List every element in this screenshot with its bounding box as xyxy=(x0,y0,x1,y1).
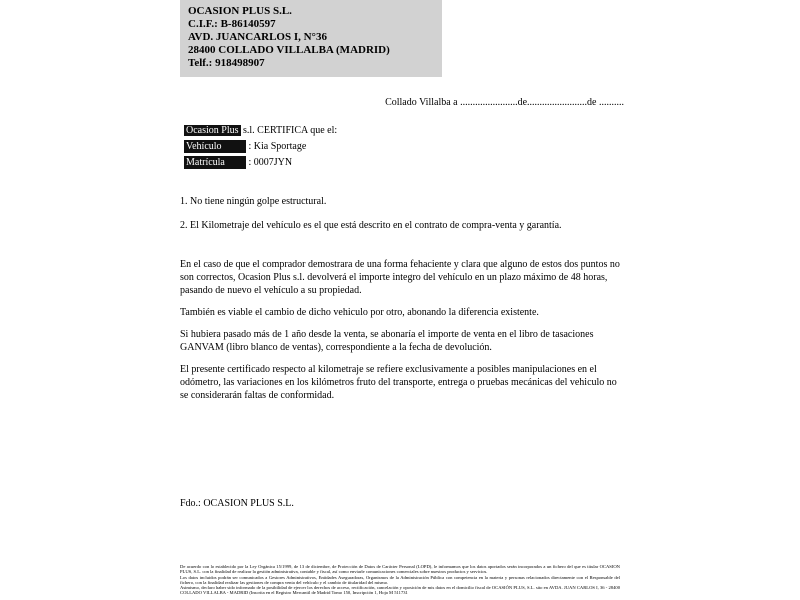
legal-paragraph-lopd: De acuerdo con lo establecido por la Ley Orgánica 15/1999, de 13 de diciembre, de Protección de Datos de Carácter Personal (LOPD), le informamos que los datos aportados serán incorporados a un fichero del que es titular OCASION PLUS, S.L. con la finalidad de realizar la gestión administrativa, contable y fiscal, así como enviarle comunicaciones comerciales sobre nuestros productos y servicios. xyxy=(180,564,620,575)
vehicle-line xyxy=(180,140,626,153)
legal-paragraph-rights: Asimismo, declaro haber sido informado de la posibilidad de ejercer los derechos de acceso, rectificación, cancelación y oposición de mis datos en el domicilio fiscal de OCASIÓN PLUS, S.L. sito en AVDA. JUAN CARLOS I, 36 - 28400 COLLADO VILLALBA - MADRID (Inscrita en el Registro Mercantil de Madrid Tomo 150, Inscripción 1, Hoja M 511731 xyxy=(180,585,620,596)
certificate-document xyxy=(180,0,626,509)
certificate-points xyxy=(180,195,626,232)
certificate-conditions xyxy=(180,258,626,402)
paragraph-ganvam: Si hubiera pasado más de 1 año desde la venta, se abonaría el importe de venta en el libro de tasaciones GANVAM (libro blanco de ventas), correspondiente a la fecha de devolución. xyxy=(180,329,594,353)
plate-line xyxy=(180,156,626,169)
paragraph-odometer: El presente certificado respecto al kilometraje se refiere exclusivamente a posibles manipulaciones en el odómetro, las variaciones en los kilómetros fruto del transporte, entrega o pruebas mecánicas del vehiculo no se considerarán faltas de conformidad. xyxy=(180,364,617,401)
paragraph-exchange: También es viable el cambio de dicho vehiculo por otro, abonando la diferencia existente. xyxy=(180,307,539,318)
plate-label: Matrícula xyxy=(184,156,246,169)
company-letterhead xyxy=(180,0,442,77)
certify-text: s.l. CERTIFICA que el: xyxy=(240,125,338,136)
company-cif: C.I.F.: B-86140597 xyxy=(188,18,276,30)
legal-paragraph-data-sharing: Los datos incluidos podrán ser comunicados a Gestores Administrativos, Entidades Aseguradoras, Organismos de la Administración Pública con competencia en la materia y personas relacionados directamente con el Responsable del fichero, con la finalidad realizar las gestiones de compra venta del vehículo y el cambio de titularidad del mismo. xyxy=(180,574,620,585)
company-city: 28400 COLLADO VILLALBA (MADRID) xyxy=(188,44,390,56)
certify-company-highlight: Ocasion Plus xyxy=(186,125,239,136)
plate-value: : 0007JYN xyxy=(248,157,293,168)
point-item-1: 1. No tiene ningún golpe estructural. xyxy=(180,196,327,207)
vehicle-label: Vehículo xyxy=(184,140,246,153)
point-item-2: 2. El Kilometraje del vehículo es el que está descrito en el contrato de compra-venta y garantía. xyxy=(180,220,562,231)
date-line: Collado Villalba a .......................de........................de .......... xyxy=(385,97,624,108)
company-address: AVD. JUANCARLOS I, N°36 xyxy=(188,31,327,43)
paragraph-refund: En el caso de que el comprador demostrara de una forma fehaciente y clara que alguno de estos dos puntos no son correctos, Ocasion Plus s.l. devolverá el importe integro del vehículo en un plazo máximo de 48 horas, pasando de nuevo el vehículo a su propiedad. xyxy=(180,259,620,296)
signature-line: Fdo.: OCASION PLUS S.L. xyxy=(180,498,294,509)
certify-line xyxy=(180,124,626,137)
legal-footer xyxy=(180,564,620,596)
company-phone: Telf.: 918498907 xyxy=(188,57,265,69)
company-name: OCASION PLUS S.L. xyxy=(188,5,292,17)
vehicle-value: : Kia Sportage xyxy=(248,141,307,152)
